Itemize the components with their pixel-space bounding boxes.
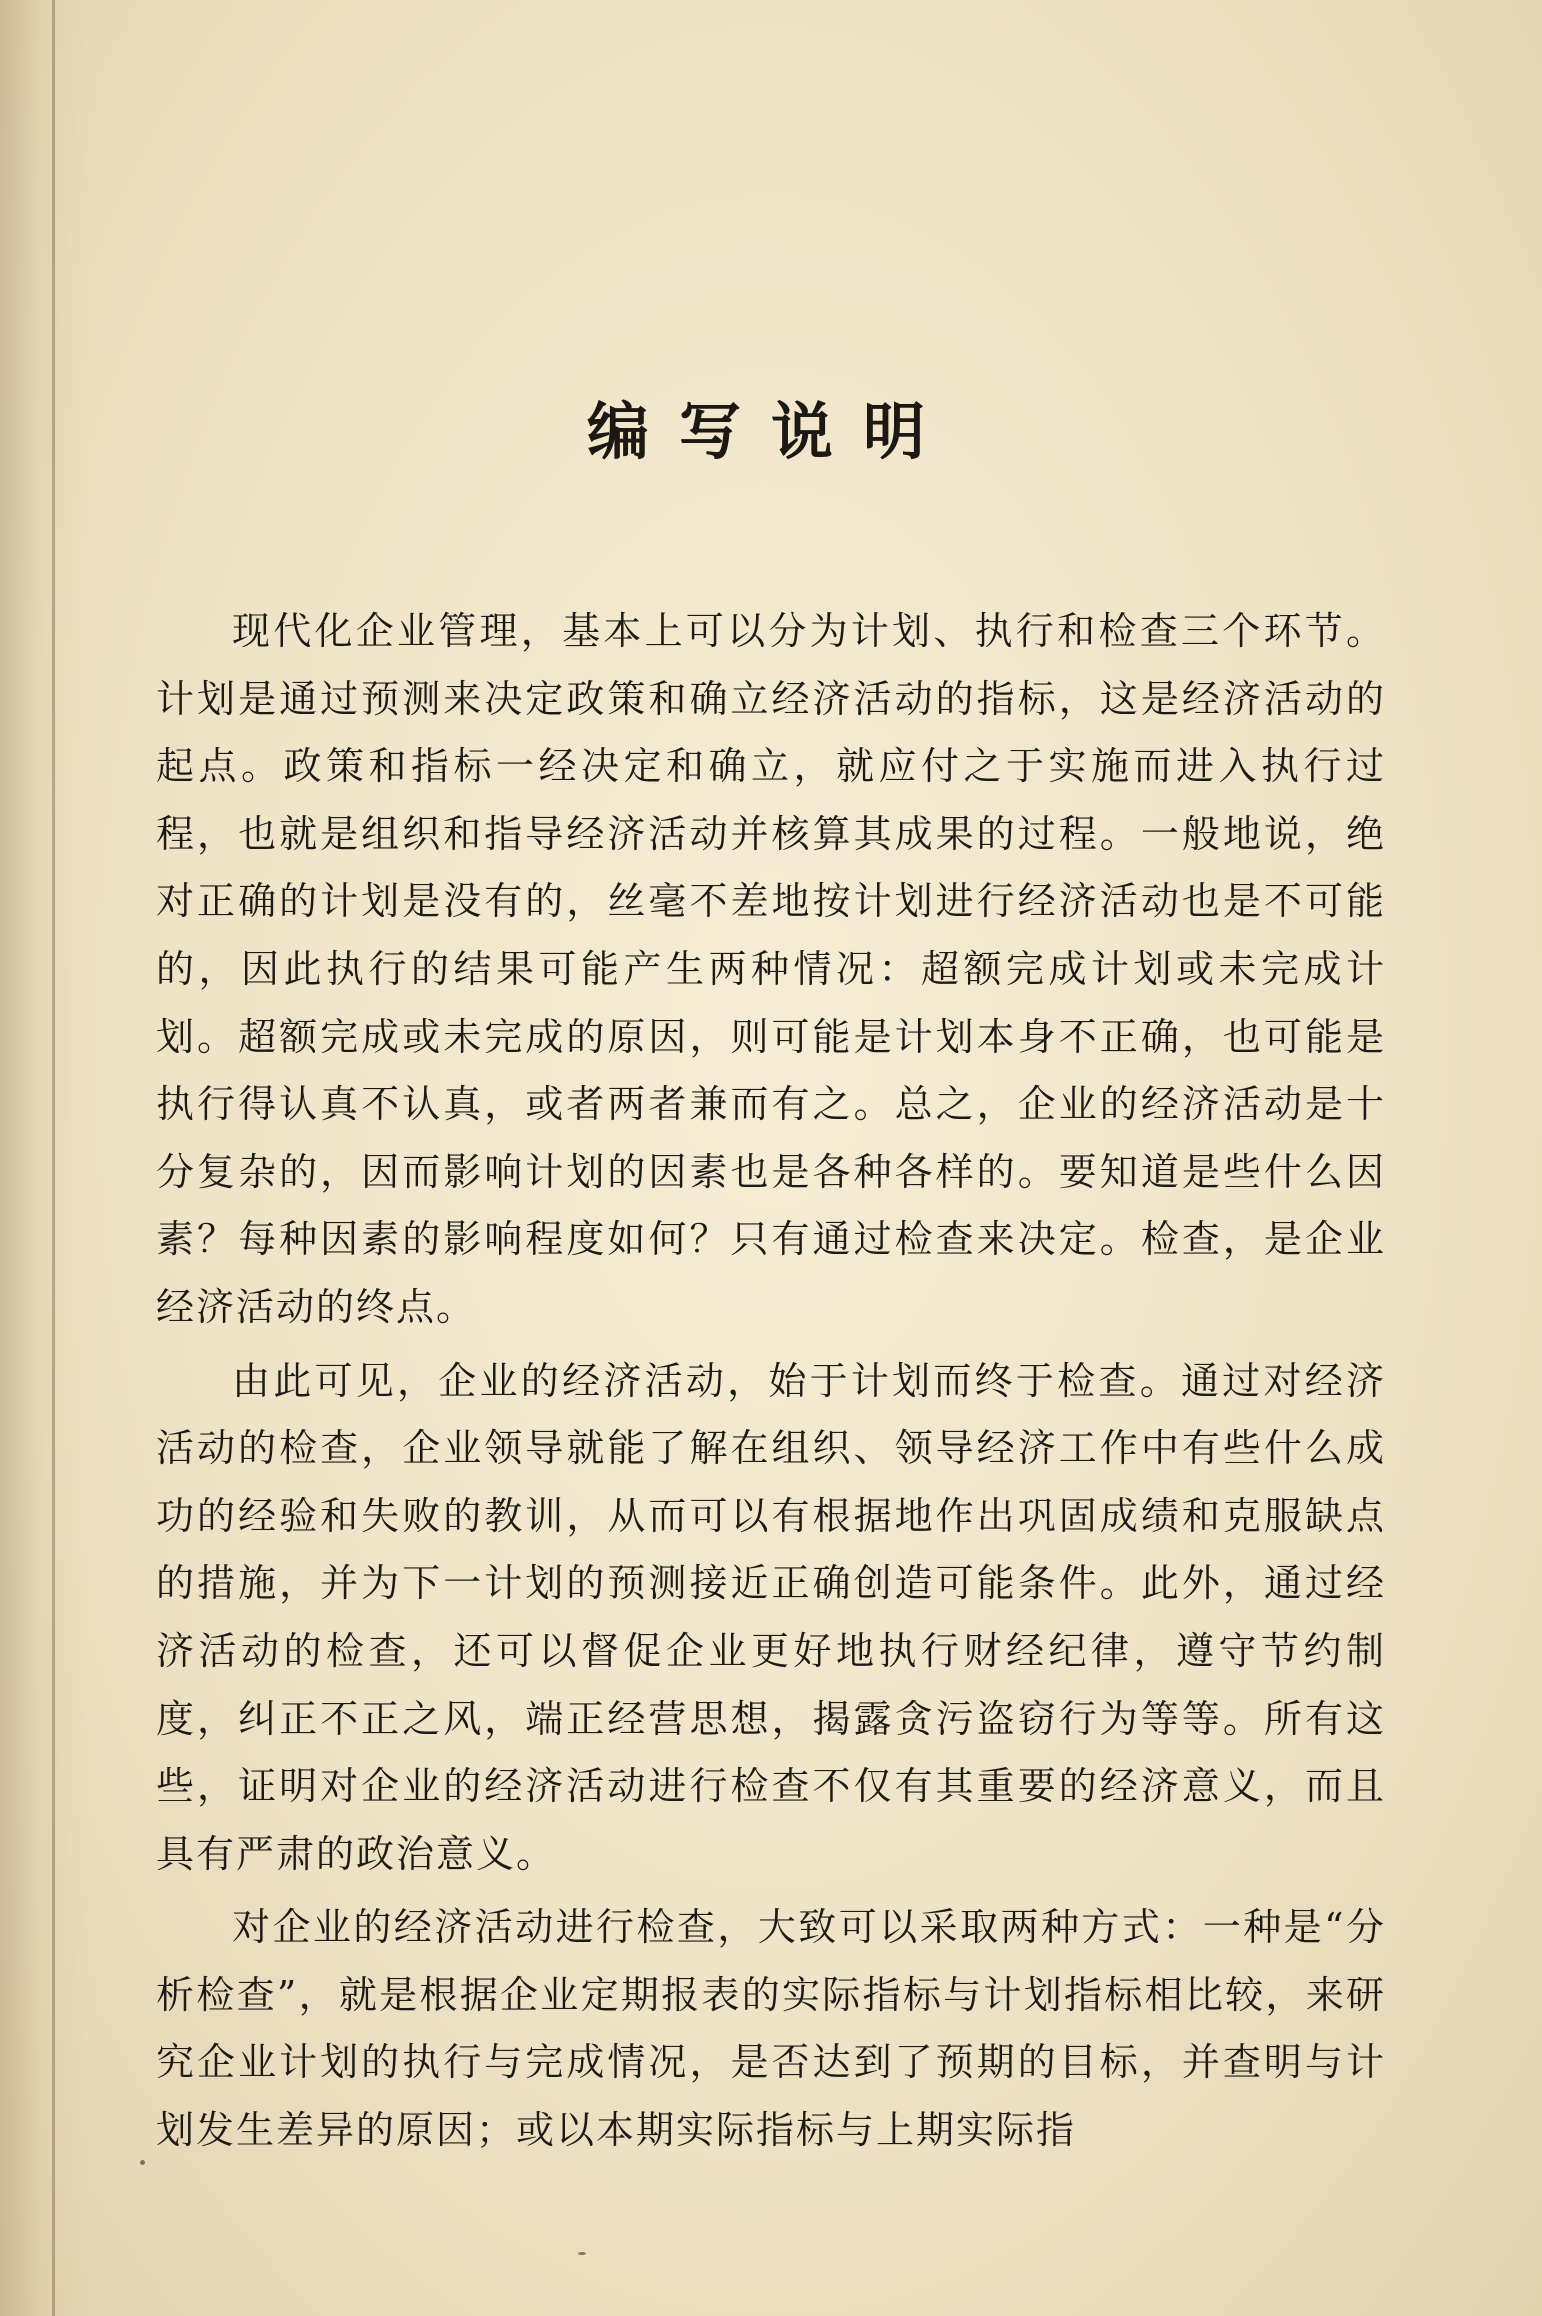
binding-edge bbox=[52, 0, 55, 2316]
page-title: 编写说明 bbox=[586, 395, 955, 468]
speck-mark bbox=[578, 2252, 586, 2255]
speck-mark bbox=[140, 2160, 145, 2165]
body-text bbox=[156, 598, 1386, 2165]
paragraph-2: 由此可见，企业的经济活动，始于计划而终于检查。通过对经济活动的检查，企业领导就能了解在组织、领导经济工作中有些什么成功的经验和失败的教训，从而可以有根据地作出巩固成绩和克服缺点的措施，并为下一计划的预测接近正确创造可能条件。此外，通过经济活动的检查，还可以督促企业更好地执行财经纪律，遵守节约制度，纠正不正之风，端正经营思想，揭露贪污盗窃行为等等。所有这些，证明对企业的经济活动进行检查不仅有其重要的经济意义，而且具有严肃的政治意义。 bbox=[156, 1358, 1386, 1876]
paragraph-3: 对企业的经济活动进行检查，大致可以采取两种方式：一种是“分析检查”，就是根据企业定期报表的实际指标与计划指标相比较，来研究企业计划的执行与完成情况，是否达到了预期的目标，并查明与计划发生差异的原因；或以本期实际指标与上期实际指 bbox=[156, 1905, 1386, 2153]
paragraph-1: 现代化企业管理，基本上可以分为计划、执行和检查三个环节。计划是通过预测来决定政策和确立经济活动的指标，这是经济活动的起点。政策和指标一经决定和确立，就应付之于实施而进入执行过程，也就是组织和指导经济活动并核算其成果的过程。一般地说，绝对正确的计划是没有的，丝毫不差地按计划进行经济活动也是不可能的，因此执行的结果可能产生两种情况：超额完成计划或未完成计划。超额完成或未完成的原因，则可能是计划本身不正确，也可能是执行得认真不认真，或者两者兼而有之。总之，企业的经济活动是十分复杂的，因而影响计划的因素也是各种各样的。要知道是些什么因素？每种因素的影响程度如何？只有通过检查来决定。检查，是企业经济活动的终点。 bbox=[156, 609, 1386, 1329]
